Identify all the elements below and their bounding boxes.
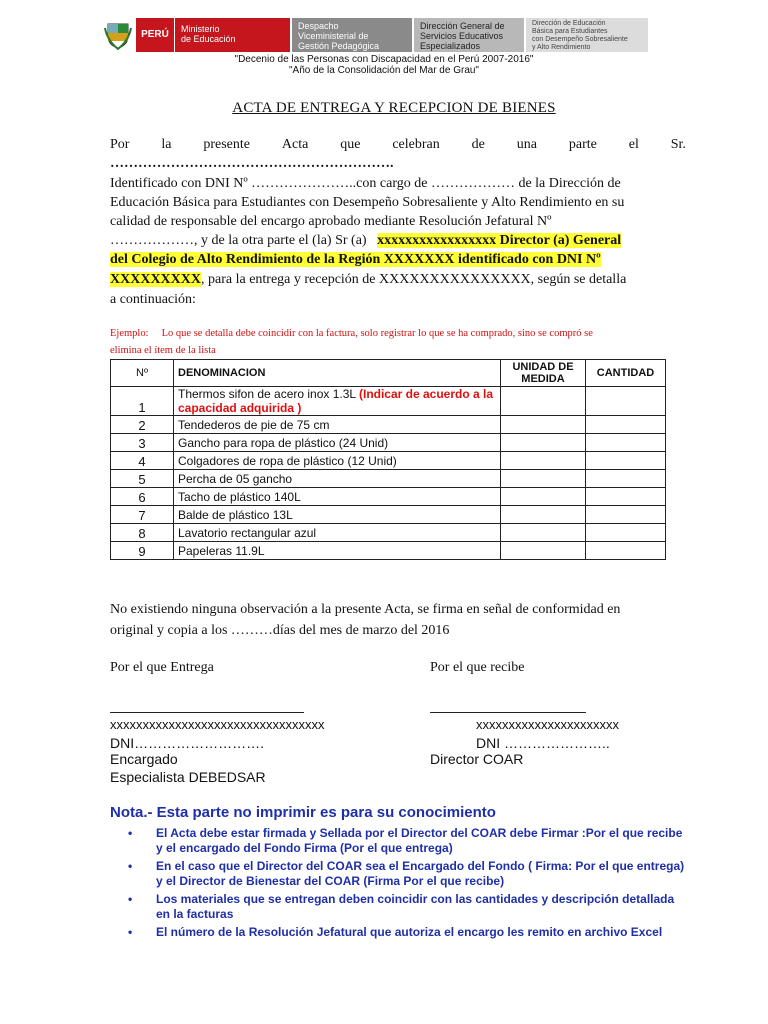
peru-label: PERÚ: [136, 18, 174, 52]
row-denominacion: Lavatorio rectangular azul: [174, 524, 501, 542]
highlighted-text: del Colegio de Alto Rendimiento de la Región XXXXXXX identificado con DNI Nº: [110, 252, 601, 267]
intro-line-5: calidad de responsable del encargo aprobado mediante Resolución Jefatural Nº: [110, 214, 552, 229]
bullet-icon: •: [128, 859, 133, 873]
highlighted-text: XXXXXXXXX: [110, 272, 201, 287]
closing-line-2: original y copia a los ………días del mes de marzo del 2016: [110, 623, 450, 638]
intro-line-7: [110, 250, 686, 269]
direccion-general-line: Servicios Educativos: [420, 31, 504, 41]
list-item: [128, 925, 688, 940]
entrega-heading: Por el que Entrega: [110, 660, 214, 675]
row-cantidad: [586, 416, 666, 434]
closing-line-1: No existiendo ninguna observación a la presente Acta, se firma en señal de conformidad en: [110, 602, 621, 617]
highlighted-text: xxxxxxxxxxxxxxxxx Director (a) General: [377, 233, 622, 248]
intro-word: la: [161, 137, 172, 152]
direccion-educacion-line: y Alto Rendimiento: [532, 44, 591, 51]
row-unidad: [501, 488, 586, 506]
row-text: Thermos sifon de acero inox 1.3L: [178, 387, 359, 401]
row-denominacion: [174, 387, 501, 416]
recibe-role: Director COAR: [430, 751, 524, 767]
table-row: [111, 434, 666, 452]
row-number: 4: [111, 452, 174, 470]
row-number: 1: [111, 387, 174, 416]
bullet-text: En el caso que el Director del COAR sea el Encargado del Fondo ( Firma: Por el que entrega) y el Director de Bienestar del COAR (Firma Por el que recibe): [156, 859, 685, 888]
col-header-unidad: UNIDAD DE MEDIDA: [501, 360, 586, 387]
despacho-line: Despacho: [298, 21, 339, 31]
nota-bullet-list: [128, 826, 688, 943]
table-row: [111, 488, 666, 506]
row-cantidad: [586, 488, 666, 506]
row-cantidad: [586, 470, 666, 488]
despacho-line: Gestión Pedagógica: [298, 41, 380, 51]
table-row: [111, 542, 666, 560]
row-unidad: [501, 416, 586, 434]
col-header-number: Nº: [111, 360, 174, 387]
direccion-general-line: Dirección General de: [420, 21, 505, 31]
table-row: [111, 452, 666, 470]
table-row: [111, 416, 666, 434]
recibe-dni: DNI …………………..: [476, 735, 610, 751]
row-cantidad: [586, 452, 666, 470]
intro-text: ………………, y de la otra parte el (la) Sr (a): [110, 233, 367, 248]
row-number: 5: [111, 470, 174, 488]
row-number: 6: [111, 488, 174, 506]
intro-word: Por: [110, 137, 130, 152]
entrega-signature-line: [110, 712, 304, 713]
ministerio-block: [174, 18, 290, 52]
recibe-name: xxxxxxxxxxxxxxxxxxxxxx: [476, 717, 619, 732]
row-number: 7: [111, 506, 174, 524]
bullet-icon: •: [128, 925, 133, 939]
intro-line-9: a continuación:: [110, 292, 196, 307]
row-unidad: [501, 524, 586, 542]
coat-of-arms-icon: [100, 18, 136, 52]
intro-word: de: [471, 137, 485, 152]
row-unidad: [501, 452, 586, 470]
items-table: [110, 359, 666, 560]
ejemplo-label: Ejemplo:: [110, 328, 149, 339]
row-cantidad: [586, 434, 666, 452]
row-number: 3: [111, 434, 174, 452]
table-row: [111, 524, 666, 542]
row-unidad: [501, 542, 586, 560]
despacho-line: Viceministerial de: [298, 31, 369, 41]
intro-line-8: [110, 270, 686, 289]
intro-line-6: [110, 231, 686, 250]
row-denominacion: Colgadores de ropa de plástico (12 Unid): [174, 452, 501, 470]
direccion-educacion-line: con Desempeño Sobresaliente: [532, 36, 628, 43]
row-denominacion: Percha de 05 gancho: [174, 470, 501, 488]
row-number: 2: [111, 416, 174, 434]
row-number: 8: [111, 524, 174, 542]
ministerio-line: de Educación: [181, 34, 236, 44]
row-denominacion: Papeleras 11.9L: [174, 542, 501, 560]
intro-word: Acta: [281, 137, 309, 152]
intro-line-3: Identificado con DNI Nº …………………..con cargo de ……………… de la Dirección de: [110, 176, 621, 191]
direccion-educacion-line: Básica para Estudiantes: [532, 28, 608, 35]
list-item: [128, 826, 688, 856]
row-cantidad: [586, 542, 666, 560]
row-denominacion: Balde de plástico 13L: [174, 506, 501, 524]
intro-word: presente: [203, 137, 250, 152]
row-cantidad: [586, 387, 666, 416]
entrega-role: Encargado: [110, 751, 178, 767]
row-note: (Indicar de acuerdo a la capacidad adquirida ): [178, 387, 494, 415]
row-cantidad: [586, 506, 666, 524]
row-cantidad: [586, 524, 666, 542]
intro-word: que: [340, 137, 361, 152]
recibe-heading: Por el que recibe: [430, 660, 525, 675]
intro-word: celebran: [392, 137, 440, 152]
nota-title: Nota.- Esta parte no imprimir es para su conocimiento: [110, 804, 496, 821]
bullet-text: El número de la Resolución Jefatural que autoriza el encargo les remito en archivo Excel: [156, 925, 663, 939]
recibe-signature-line: [430, 712, 586, 713]
direccion-educacion-line: Dirección de Educación: [532, 20, 606, 27]
row-unidad: [501, 387, 586, 416]
col-header-denominacion: DENOMINACION: [174, 360, 501, 387]
intro-line-4: Educación Básica para Estudiantes con Desempeño Sobresaliente y Alto Rendimiento en su: [110, 195, 625, 210]
bullet-text: Los materiales que se entregan deben coincidir con las cantidades y descripción detallada en la facturas: [156, 892, 675, 921]
row-denominacion: Tendederos de pie de 75 cm: [174, 416, 501, 434]
ejemplo-text: Lo que se detalla debe coincidir con la factura, solo registrar lo que se ha comprado, sino se compró se: [161, 328, 593, 339]
row-unidad: [501, 434, 586, 452]
entrega-role-2: Especialista DEBEDSAR: [110, 769, 266, 785]
row-denominacion: Tacho de plástico 140L: [174, 488, 501, 506]
bullet-text: El Acta debe estar firmada y Sellada por el Director del COAR debe Firmar :Por el que recibe y el encargado del Fondo Firma (Por el que entrega): [156, 826, 683, 855]
bullet-icon: •: [128, 892, 133, 906]
anio-line: "Año de la Consolidación del Mar de Grau": [289, 65, 479, 76]
row-unidad: [501, 506, 586, 524]
list-item: [128, 859, 688, 889]
table-row: [111, 506, 666, 524]
table-header-row: [111, 360, 666, 387]
direccion-general-line: Especializados: [420, 41, 481, 51]
ejemplo-note-2: elimina el ítem de la lista: [110, 345, 216, 356]
entrega-name: xxxxxxxxxxxxxxxxxxxxxxxxxxxxxxxxx: [110, 717, 325, 732]
col-header-cantidad: CANTIDAD: [586, 360, 666, 387]
bullet-icon: •: [128, 826, 133, 840]
direccion-educacion-block: [524, 18, 648, 52]
intro-word: el: [628, 137, 639, 152]
intro-line-1: [110, 135, 686, 154]
table-row: [111, 387, 666, 416]
intro-dots: …………………………………………………….: [110, 156, 394, 171]
header-banner: [100, 18, 648, 52]
entrega-dni: DNI……………………….: [110, 735, 264, 751]
despacho-block: [290, 18, 412, 52]
list-item: [128, 892, 688, 922]
row-number: 9: [111, 542, 174, 560]
table-row: [111, 470, 666, 488]
intro-word: Sr.: [670, 137, 686, 152]
document-title: ACTA DE ENTREGA Y RECEPCION DE BIENES: [232, 100, 556, 116]
ejemplo-note: [110, 325, 690, 342]
ministerio-line: Ministerio: [181, 24, 220, 34]
intro-word: una: [516, 137, 537, 152]
row-denominacion: Gancho para ropa de plástico (24 Unid): [174, 434, 501, 452]
direccion-general-block: [412, 18, 524, 52]
row-unidad: [501, 470, 586, 488]
intro-word: parte: [568, 137, 597, 152]
decenio-line: "Decenio de las Personas con Discapacidad en el Perú 2007-2016": [234, 54, 534, 65]
intro-text: , para la entrega y recepción de XXXXXXXXXXXXXXX, según se detalla: [201, 272, 627, 287]
